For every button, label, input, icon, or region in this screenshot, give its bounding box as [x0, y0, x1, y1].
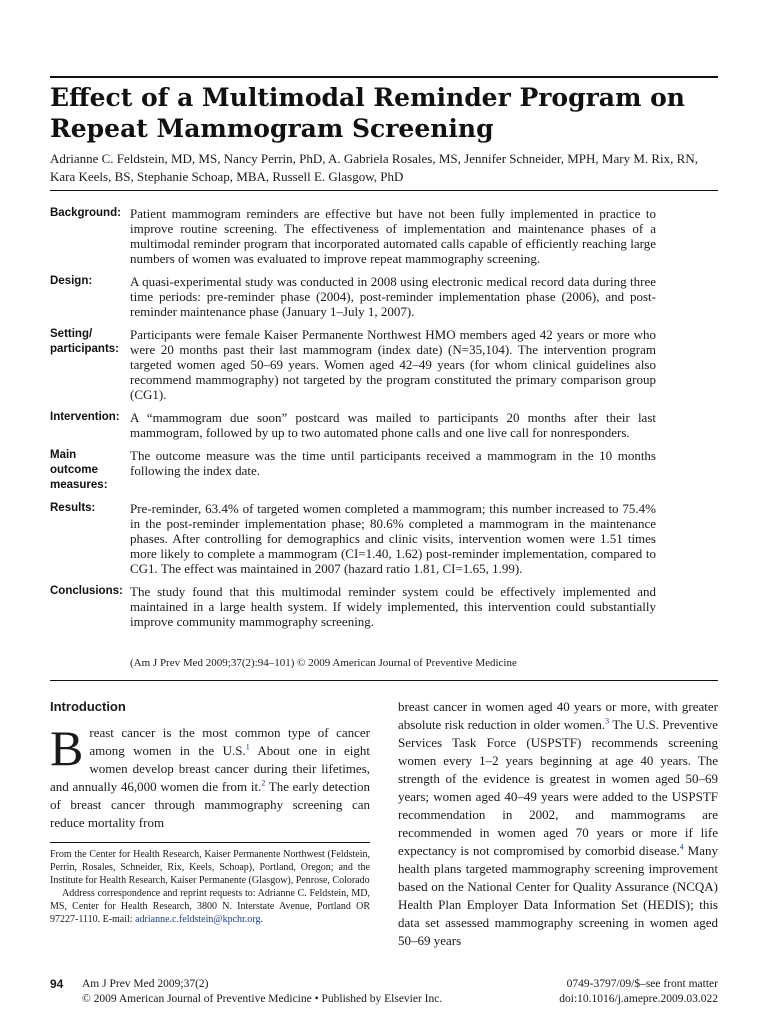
abstract-setting [50, 327, 656, 402]
abstract-text: The outcome measure was the time until participants received a mammogram in the 10 months following the index date. [130, 448, 656, 478]
abstract-label: Background: [50, 207, 121, 219]
footnote [50, 848, 370, 926]
abstract-label: Design: [50, 275, 93, 287]
abstract-label: Main outcome measures: [50, 449, 108, 491]
copyright-line: © 2009 American Journal of Preventive Medicine • Published by Elsevier Inc. [82, 993, 443, 1005]
reference-link[interactable]: 1 [245, 742, 250, 752]
abstract-label: Conclusions: [50, 585, 123, 597]
abstract-label: Setting/ participants: [50, 328, 120, 355]
top-rule [50, 76, 718, 78]
reference-link[interactable]: 4 [679, 842, 684, 852]
journal-citation: (Am J Prev Med 2009;37(2):94–101) © 2009 American Journal of Preventive Medicine [130, 657, 517, 669]
abstract-outcome [50, 448, 656, 493]
abstract-label: Results: [50, 502, 96, 514]
right-column [398, 698, 718, 950]
abstract-intervention [50, 410, 656, 440]
correspondence-note [50, 887, 370, 926]
body-paragraph [398, 698, 718, 950]
punctuation: . [260, 914, 263, 925]
article-title: Effect of a Multimodal Reminder Program on Repeat Mammogram Screening [50, 83, 685, 143]
body-text: reast cancer is the most common type of cancer among women in the U.S. [89, 725, 370, 758]
body-text: The early detection of breast cancer through mammography screening can reduce mortality from [50, 779, 370, 830]
email-link[interactable]: adrianne.c.feldstein@kpchr.org [135, 914, 261, 925]
journal-reference: Am J Prev Med 2009;37(2) [82, 978, 209, 990]
correspondence-text: Address correspondence and reprint requests to: Adrianne C. Feldstein, MD, MS, Center for Health Research, 3800 N. Interstate Avenue, Portland OR 97227-1110. E-mail: [50, 888, 370, 925]
body-text: breast cancer in women aged 40 years or more, with greater absolute risk reduction in older women. [398, 699, 718, 732]
issn-line: 0749-3797/09/$–see front matter [566, 978, 718, 990]
doi-link[interactable]: doi:10.1016/j.amepre.2009.03.022 [559, 993, 718, 1005]
abstract-text: A quasi-experimental study was conducted in 2008 using electronic medical record data during three time periods: pre-reminder phase (2004), post-reminder implementation phase (2006), and post-reminder maintenance phase (January 1–July 1, 2007). [130, 274, 656, 319]
body-text: Many health plans targeted mammography screening improvement based on the National Center for Quality Assurance (NCQA) Health Plan Employer Data Information Set (HEDIS); this data set assessed mammography screening in women aged 50–69 years [398, 843, 718, 948]
abstract-text: Pre-reminder, 63.4% of targeted women completed a mammogram; this number increased to 75.4% in the post-reminder implementation phase; 80.6% completed a mammogram in the maintenance phases. After controlling for demographics and clinic visits, intervention women were 1.51 times more likely to complete a mammogram (CI=1.40, 1.62) post-reminder implementation, compared to CG1. The effect was maintained in 2007 (hazard ratio 1.81, CI=1.65, 1.99). [130, 501, 656, 576]
page-number: 94 [50, 977, 64, 991]
section-heading: Introduction [50, 699, 126, 714]
abstract-conclusions [50, 584, 656, 629]
drop-cap: B [50, 720, 84, 776]
left-column [50, 698, 370, 832]
abstract [50, 206, 656, 637]
abstract-label: Intervention: [50, 411, 120, 423]
abstract-design [50, 274, 656, 319]
reference-link[interactable]: 2 [261, 778, 266, 788]
abstract-results [50, 501, 656, 576]
affiliation-note: From the Center for Health Research, Kaiser Permanente Northwest (Feldstein, Perrin, Rosales, Schneider, Rix, Keels, Schoap), Portland, Oregon; and the Institute for Health Research, Kaiser Permanente (Glasgow), Penrose, Colorado [50, 849, 370, 886]
body-text: About one in eight women develop breast cancer during their lifetimes, and annually 46,000 women die from it. [50, 743, 370, 794]
author-list: Adrianne C. Feldstein, MD, MS, Nancy Perrin, PhD, A. Gabriela Rosales, MS, Jennifer Schneider, MPH, Mary M. Rix, RN, Kara Keels, BS, Stephanie Schoap, MBA, Russell E. Glasgow, PhD [50, 151, 698, 184]
abstract-text: The study found that this multimodal reminder system could be effectively implemented and maintained in a large health system. If widely implemented, this intervention could substantially improve community mammography screening. [130, 584, 656, 629]
body-text: The U.S. Preventive Services Task Force (USPSTF) recommends screening women every 1–2 years beginning at age 40 years. The strength of the evidence is greatest in women aged 50–69 years; women aged 40–49 years were added to the USPSTF recommendation in 2002, and mammograms are recommended in women aged 70 years or more if life expectancy is not compromised by comorbid disease. [398, 717, 719, 858]
abstract-text: Patient mammogram reminders are effective but have not been fully implemented in practice to improve routine screening. The effectiveness of implementation and maintenance phases of a multimodal reminder program that incorporated automated calls capable of efficiently reaching large numbers of women was evaluated to improve repeat mammography screening. [130, 206, 656, 266]
reference-link[interactable]: 3 [605, 716, 610, 726]
abstract-text: Participants were female Kaiser Permanente Northwest HMO members aged 42 years or more who were 20 months past their last mammogram (index date) (N=35,104). The intervention program targeted women aged 50–69 years. Women aged 42–49 years (for whom clinical guidelines also recommend mammography) not targeted by the program constituted the primary comparison group (CG1). [130, 327, 656, 402]
abstract-background [50, 206, 656, 266]
footnote-rule [50, 842, 370, 843]
abstract-bottom-rule [50, 680, 718, 681]
intro-paragraph [50, 720, 370, 832]
abstract-top-rule [50, 190, 718, 191]
abstract-text: A “mammogram due soon” postcard was mailed to participants 20 months after their last mammogram, followed by up to two automated phone calls and one live call for nonresponders. [130, 410, 656, 440]
